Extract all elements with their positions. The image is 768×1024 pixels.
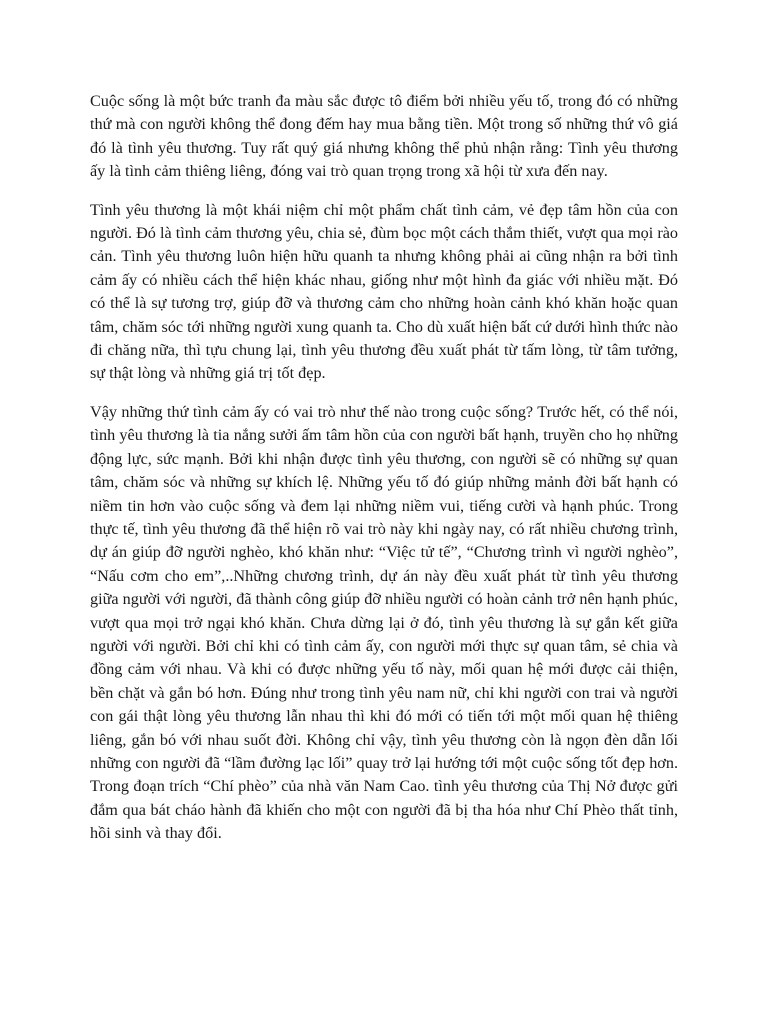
- paragraph-intro: Cuộc sống là một bức tranh đa màu sắc được tô điểm bởi nhiều yếu tố, trong đó có những thứ mà con người không thể đong đếm hay mua bằng tiền. Một trong số những thứ vô giá đó là tình yêu thương. Tuy rất quý giá nhưng không thể phủ nhận rằng: Tình yêu thương ấy là tình cảm thiêng liêng, đóng vai trò quan trọng trong xã hội từ xưa đến nay.: [90, 92, 678, 181]
- paragraph-role: Vậy những thứ tình cảm ấy có vai trò như thế nào trong cuộc sống? Trước hết, có thể nói, tình yêu thương là tia nắng sưởi ấm tâm hồn của con người bất hạnh, truyền cho họ những động lực, sức mạnh. Bởi khi nhận được tình yêu thương, con người sẽ có những sự quan tâm, chăm sóc và những sự khích lệ. Những yếu tố đó giúp những mảnh đời bất hạnh có niềm tin hơn vào cuộc sống và đem lại những niềm vui, tiếng cười và hạnh phúc. Trong thực tế, tình yêu thương đã thể hiện rõ vai trò này khi ngày nay, có rất nhiều chương trình, dự án giúp đỡ người nghèo, khó khăn như: “Việc tử tế”, “Chương trình vì người nghèo”, “Nấu cơm cho em”,..Những chương trình, dự án này đều xuất phát từ tình yêu thương giữa người với người, đã thành công giúp đỡ nhiều người có hoàn cảnh trở nên hạnh phúc, vượt qua mọi trở ngại khó khăn. Chưa dừng lại ở đó, tình yêu thương là sự gắn kết giữa người với người. Bởi chỉ khi có tình cảm ấy, con người mới thực sự quan tâm, sẻ chia và đồng cảm với nhau. Và khi có được những yếu tố này, mối quan hệ mới được cải thiện, bền chặt và gắn bó hơn. Đúng như trong tình yêu nam nữ, chỉ khi người con trai và người con gái thật lòng yêu thương lẫn nhau thì khi đó mới có tiến tới một mối quan hệ thiêng liêng, gắn bó với nhau suốt đời. Không chỉ vậy, tình yêu thương còn là ngọn đèn dẫn lối những con người đã “lầm đường lạc lối” quay trở lại hướng tới một cuộc sống tốt đẹp hơn. Trong đoạn trích “Chí phèo” của nhà văn Nam Cao. tình yêu thương của Thị Nở được gửi đắm qua bát cháo hành đã khiến cho một con người đã bị tha hóa như Chí Phèo thất tỉnh, hồi sinh và thay đổi.: [90, 402, 678, 843]
- paragraph-definition: Tình yêu thương là một khái niệm chỉ một phẩm chất tình cảm, vẻ đẹp tâm hồn của con người. Đó là tình cảm thương yêu, chia sẻ, đùm bọc một cách thắm thiết, vượt qua mọi rào cản. Tình yêu thương luôn hiện hữu quanh ta nhưng không phải ai cũng nhận ra bởi tình cảm ấy có nhiều cách thể hiện khác nhau, giống như một hình đa giác với nhiều mặt. Đó có thể là sự tương trợ, giúp đỡ và thương cảm cho những hoàn cảnh khó khăn hoặc quan tâm, chăm sóc tới những người xung quanh ta. Cho dù xuất hiện bất cứ dưới hình thức nào đi chăng nữa, thì tựu chung lại, tình yêu thương đều xuất phát từ tấm lòng, từ tâm tưởng, sự thật lòng và những giá trị tốt đẹp.: [90, 200, 678, 383]
